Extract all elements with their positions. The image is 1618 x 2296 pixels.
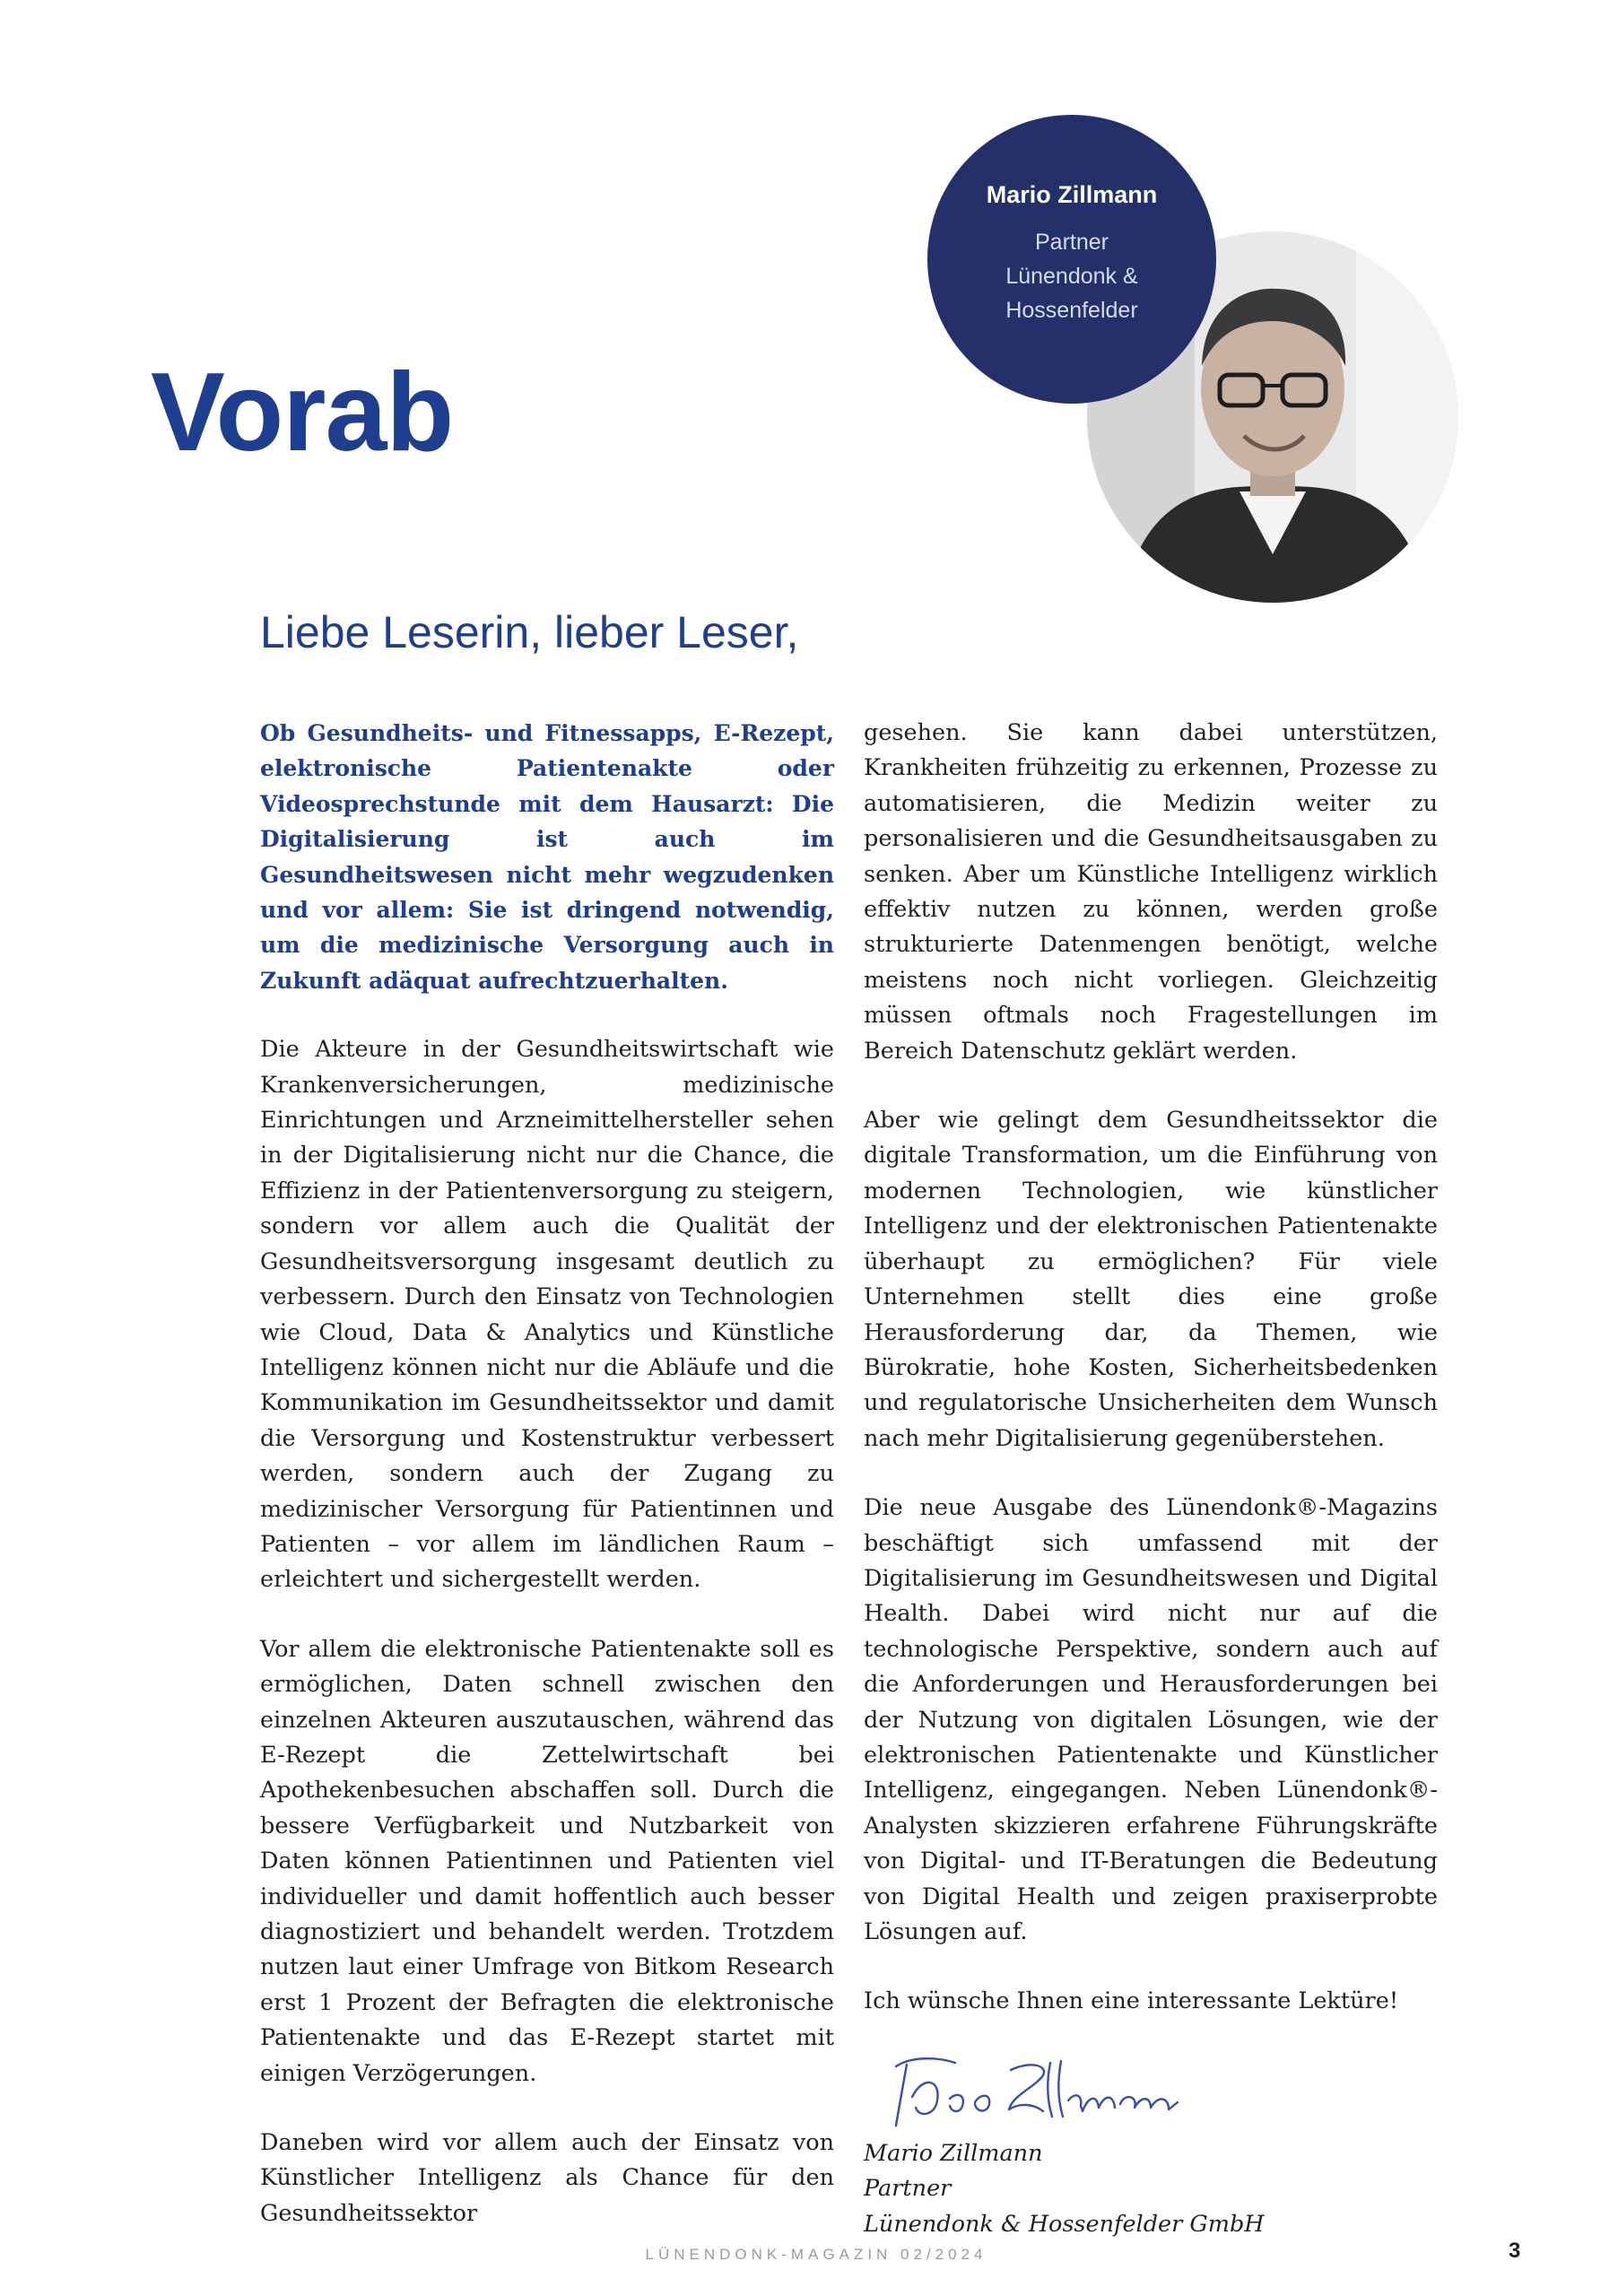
body-paragraph: Die Akteure in der Gesundheitswirtschaft wie Krankenversicherungen, medizinische Einrichtungen und Arzneimittelhersteller sehen in der Digitalisierung nicht nur die Chance, die Effizienz in der Patientenversorgung zu steigern, sondern vor allem auch die Qualität der Gesundheitsversorgung insgesamt deutlich zu verbessern. Durch den Einsatz von Technologien wie Cloud, Data & Analytics und Künstliche Intelligenz können nicht nur die Abläufe und die Kommunikation im Gesundheitssektor und damit die Versorgung und Kostenstruktur verbessert werden, sondern auch der Zugang zu medizinischer Versorgung für Patientinnen und Patienten – vor allem im ländlichen Raum – erleichtert und sichergestellt werden. bbox=[260, 1036, 834, 1594]
left-column bbox=[260, 716, 834, 2266]
page-title: Vorab bbox=[151, 351, 454, 474]
lead-paragraph: Ob Gesundheits- und Fitnessapps, E-Rezept, elektronische Patientenakte oder Videosprechstunde mit dem Hausarzt: Die Digitalisierung ist auch im Gesundheitswesen nicht mehr wegzudenken und vor allem: Sie ist dringend notwendig, um die medizinische Versorgung auch in Zukunft adäquat aufrechtzuerhalten. bbox=[260, 720, 834, 994]
body-paragraph: Aber wie gelingt dem Gesundheitssektor die digitale Transformation, um die Einführung von modernen Technologien, wie künstlicher Intelligenz und der elektronischen Patientenakte überhaupt zu ermöglichen? Für viele Unternehmen stellt dies eine große Herausforderung dar, da Themen, wie Bürokratie, hohe Kosten, Sicherheitsbedenken und regulatorische Unsicherheiten dem Wunsch nach mehr Digitalisierung gegenüberstehen. bbox=[864, 1107, 1438, 1452]
badge-role-line: Partner bbox=[1035, 230, 1109, 255]
handwritten-signature-icon bbox=[876, 2048, 1199, 2135]
author-badge bbox=[927, 115, 1216, 404]
badge-name: Mario Zillmann bbox=[986, 181, 1158, 208]
footer-magazine: LÜNENDONK-MAGAZIN 02/2024 bbox=[645, 2246, 987, 2263]
signature-company: Lünendonk & Hossenfelder GmbH bbox=[864, 2210, 1265, 2238]
closing-line: Ich wünsche Ihnen eine interessante Lektüre! bbox=[864, 1987, 1399, 2015]
badge-role bbox=[927, 225, 1216, 327]
page-number: 3 bbox=[1509, 2239, 1521, 2263]
body-paragraph: Vor allem die elektronische Patientenakte soll es ermöglichen, Daten schnell zwischen den einzelnen Akteuren auszutauschen, während das E-Rezept die Zettelwirtschaft bei Apothekenbesuchen abschaffen soll. Durch die bessere Verfügbarkeit und Nutzbarkeit von Daten können Patientinnen und Patienten viel individueller und damit hoffentlich auch besser diagnostiziert und behandelt werden. Trotzdem nutzen laut einer Umfrage von Bitkom Research erst 1 Prozent der Befragten die elektronische Patientenakte und das E-Rezept startet mit einigen Verzögerungen. bbox=[260, 1635, 834, 2087]
body-paragraph: Daneben wird vor allem auch der Einsatz von Künstlicher Intelligenz als Chance für den Gesundheitssektor bbox=[260, 2129, 834, 2227]
body-paragraph: gesehen. Sie kann dabei unterstützen, Krankheiten frühzeitig zu erkennen, Prozesse zu automatisieren, die Medizin weiter zu personalisieren und die Gesundheitsausgaben zu senken. Aber um Künstliche Intelligenz wirklich effektiv nutzen zu können, werden große strukturierte Datenmengen benötigt, welche meistens noch nicht vorliegen. Gleichzeitig müssen oftmals noch Fragestellungen im Bereich Datenschutz geklärt werden. bbox=[864, 719, 1438, 1065]
body-paragraph: Die neue Ausgabe des Lünendonk®-Magazins beschäftigt sich umfassend mit der Digitalisierung im Gesundheitswesen und Digital Health. Dabei wird nicht nur auf die technologische Perspektive, sondern auch auf die Anforderungen und Herausforderungen bei der Nutzung von digitalen Lösungen, wie der elektronischen Patientenakte und Künstlicher Intelligenz, eingegangen. Neben Lünendonk®-Analysten skizzieren erfahrene Führungskräfte von Digital- und IT-Beratungen die Bedeutung von Digital Health und zeigen praxiserprobte Lösungen auf. bbox=[864, 1494, 1438, 1945]
badge-role-line: Lünendonk & bbox=[1005, 264, 1138, 289]
signature-name: Mario Zillmann bbox=[864, 2139, 1043, 2167]
right-column bbox=[864, 716, 1438, 2242]
signature-block bbox=[864, 2136, 1438, 2242]
badge-role-line: Hossenfelder bbox=[1005, 298, 1138, 323]
greeting: Liebe Leserin, lieber Leser, bbox=[260, 607, 799, 657]
signature-role: Partner bbox=[864, 2175, 952, 2203]
